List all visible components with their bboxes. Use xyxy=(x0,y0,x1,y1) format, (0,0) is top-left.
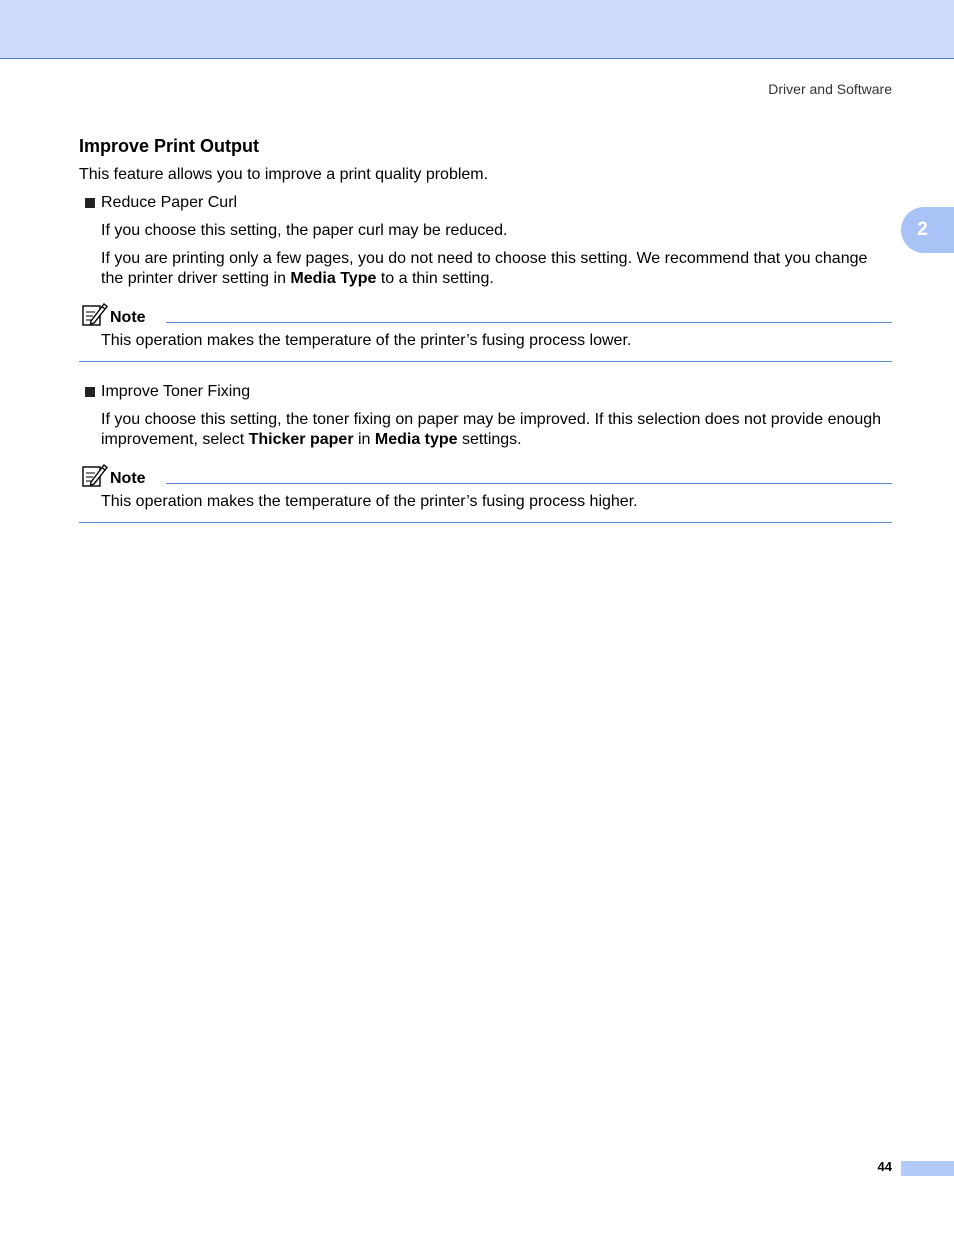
bullet-label: Improve Toner Fixing xyxy=(101,383,251,400)
note-rule xyxy=(166,322,892,323)
paragraph: If you choose this setting, the paper curl may be reduced. xyxy=(101,222,508,239)
note-text: This operation makes the temperature of the printer’s fusing process lower. xyxy=(101,332,632,349)
note-rule xyxy=(166,483,892,484)
bullet-square-icon xyxy=(85,387,95,397)
note-label: Note xyxy=(110,309,146,326)
note-box xyxy=(79,301,892,362)
intro-text: This feature allows you to improve a print quality problem. xyxy=(79,166,489,183)
bullet-label: Reduce Paper Curl xyxy=(101,194,238,211)
page-content xyxy=(79,136,892,543)
note-box xyxy=(79,462,892,523)
paragraph: If you are printing only a few pages, you do not need to choose this setting. We recommend that you change the printer driver setting in Media Type to a thin setting. xyxy=(101,250,868,287)
bullet-improve-toner-fixing xyxy=(79,382,892,402)
note-header xyxy=(79,462,892,488)
header-band xyxy=(0,0,954,59)
note-label: Note xyxy=(110,470,146,487)
page-number: 44 xyxy=(877,1159,892,1174)
note-header xyxy=(79,301,892,327)
note-text: This operation makes the temperature of the printer’s fusing process higher. xyxy=(101,493,638,510)
chapter-tab: 2 xyxy=(901,207,954,253)
footer-band xyxy=(901,1161,954,1176)
note-pencil-icon xyxy=(81,301,109,327)
bullet-reduce-paper-curl xyxy=(79,193,892,213)
note-pencil-icon xyxy=(81,462,109,488)
bullet-square-icon xyxy=(85,198,95,208)
running-title: Driver and Software xyxy=(768,81,892,97)
bold-term: Media Type xyxy=(290,270,377,287)
section-title: Improve Print Output xyxy=(79,136,259,156)
paragraph: If you choose this setting, the toner fixing on paper may be improved. If this selection does not provide enough improvement, select Thicker paper in Media type settings. xyxy=(101,411,882,448)
bold-term: Thicker paper xyxy=(248,431,354,448)
bold-term: Media type xyxy=(374,431,458,448)
